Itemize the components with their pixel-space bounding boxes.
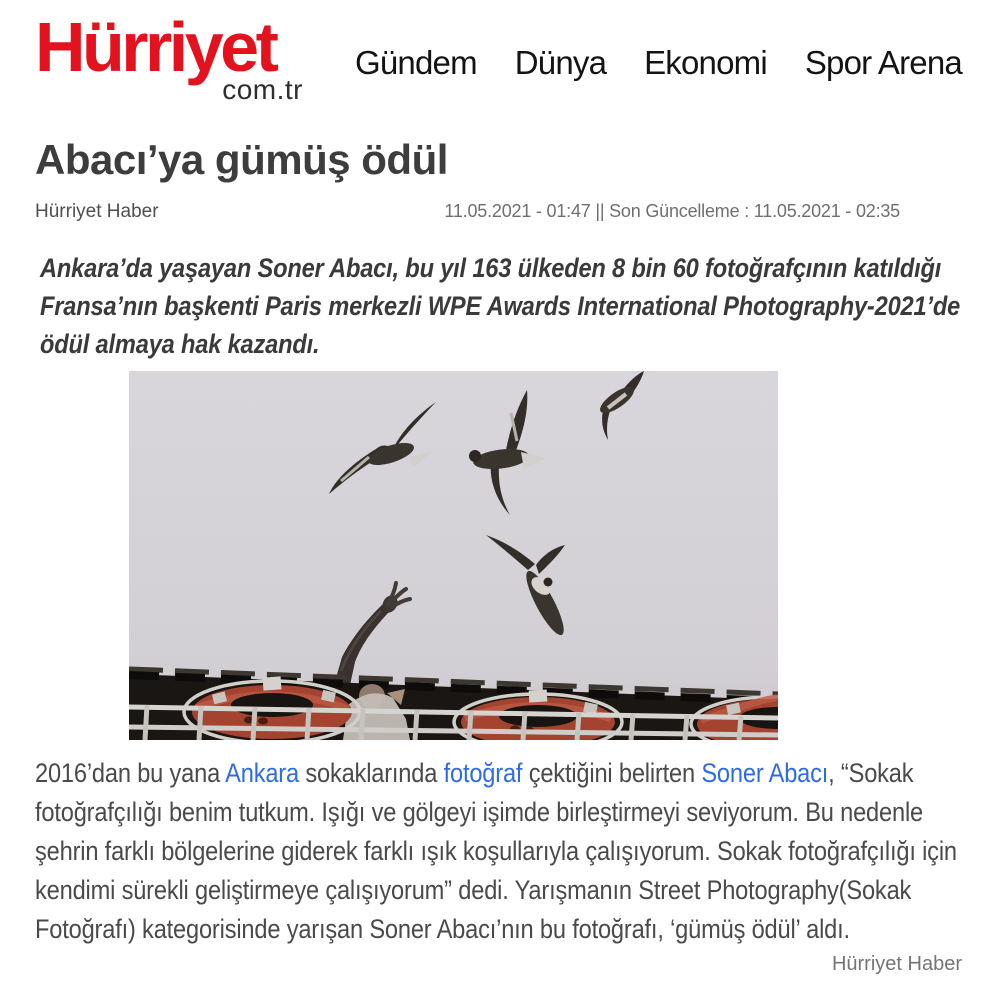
- footer-credit: Hürriyet Haber: [831, 953, 962, 975]
- nav-item-dunya[interactable]: Dünya: [514, 44, 607, 81]
- inline-link-soner-abaci[interactable]: Soner Abacı: [701, 758, 829, 788]
- article-lead: Ankara’da yaşayan Soner Abacı, bu yıl 163 ülkeden 8 bin 60 fotoğrafçının katıldığı Fransa’nın başkenti Paris merkezli WPE Awards International Photography-2021’de ödül almaya hak kazandı.: [40, 253, 961, 359]
- article-title: Abacı’ya gümüş ödül: [35, 136, 448, 183]
- nav-item-gundem[interactable]: Gündem: [355, 44, 477, 81]
- nav-item-spor-arena[interactable]: Spor Arena: [804, 44, 962, 81]
- inline-link-ankara[interactable]: Ankara: [225, 758, 299, 788]
- body-text-segment: , “Sokak fotoğrafçılığı benim tutkum. Işığı ve gölgeyi işimde birleştirmeyi seviyorum. Bu nedenle şehrin farklı bölgelerine giderek farklı ışık koşullarıyla çalışıyorum. Sokak fotoğrafçılığı için kendimi sürekli geliştirmeye çalışıyorum” dedi. Yarışmanın Street Photography(Sokak Fotoğrafı) kategorisinde yarışan Soner Abacı’nın bu fotoğrafı, ‘gümüş ödül’ aldı.: [35, 758, 957, 944]
- inline-link-fotograf[interactable]: fotoğraf: [443, 758, 523, 788]
- byline-row: [35, 201, 962, 223]
- hurriyet-logo-text: Hürriyet: [35, 8, 276, 86]
- article-main: [35, 137, 962, 976]
- body-text-segment: 2016’dan bu yana: [35, 758, 226, 788]
- author-byline: Hürriyet Haber: [35, 201, 159, 222]
- hurriyet-logo-domain: com.tr: [222, 74, 303, 106]
- article-dates: 11.05.2021 - 01:47 || Son Güncelleme : 11.05.2021 - 02:35: [444, 201, 900, 221]
- seagulls-photo-illustration: [129, 371, 778, 740]
- nav-item-ekonomi[interactable]: Ekonomi: [644, 44, 767, 81]
- main-nav: [355, 44, 962, 82]
- hurriyet-logo[interactable]: [35, 8, 307, 106]
- site-header: [35, 0, 962, 115]
- article-body: [35, 754, 963, 949]
- body-text-segment: çektiğini belirten: [522, 758, 702, 788]
- article-photo: [129, 371, 778, 740]
- body-text-segment: sokaklarında: [298, 758, 444, 788]
